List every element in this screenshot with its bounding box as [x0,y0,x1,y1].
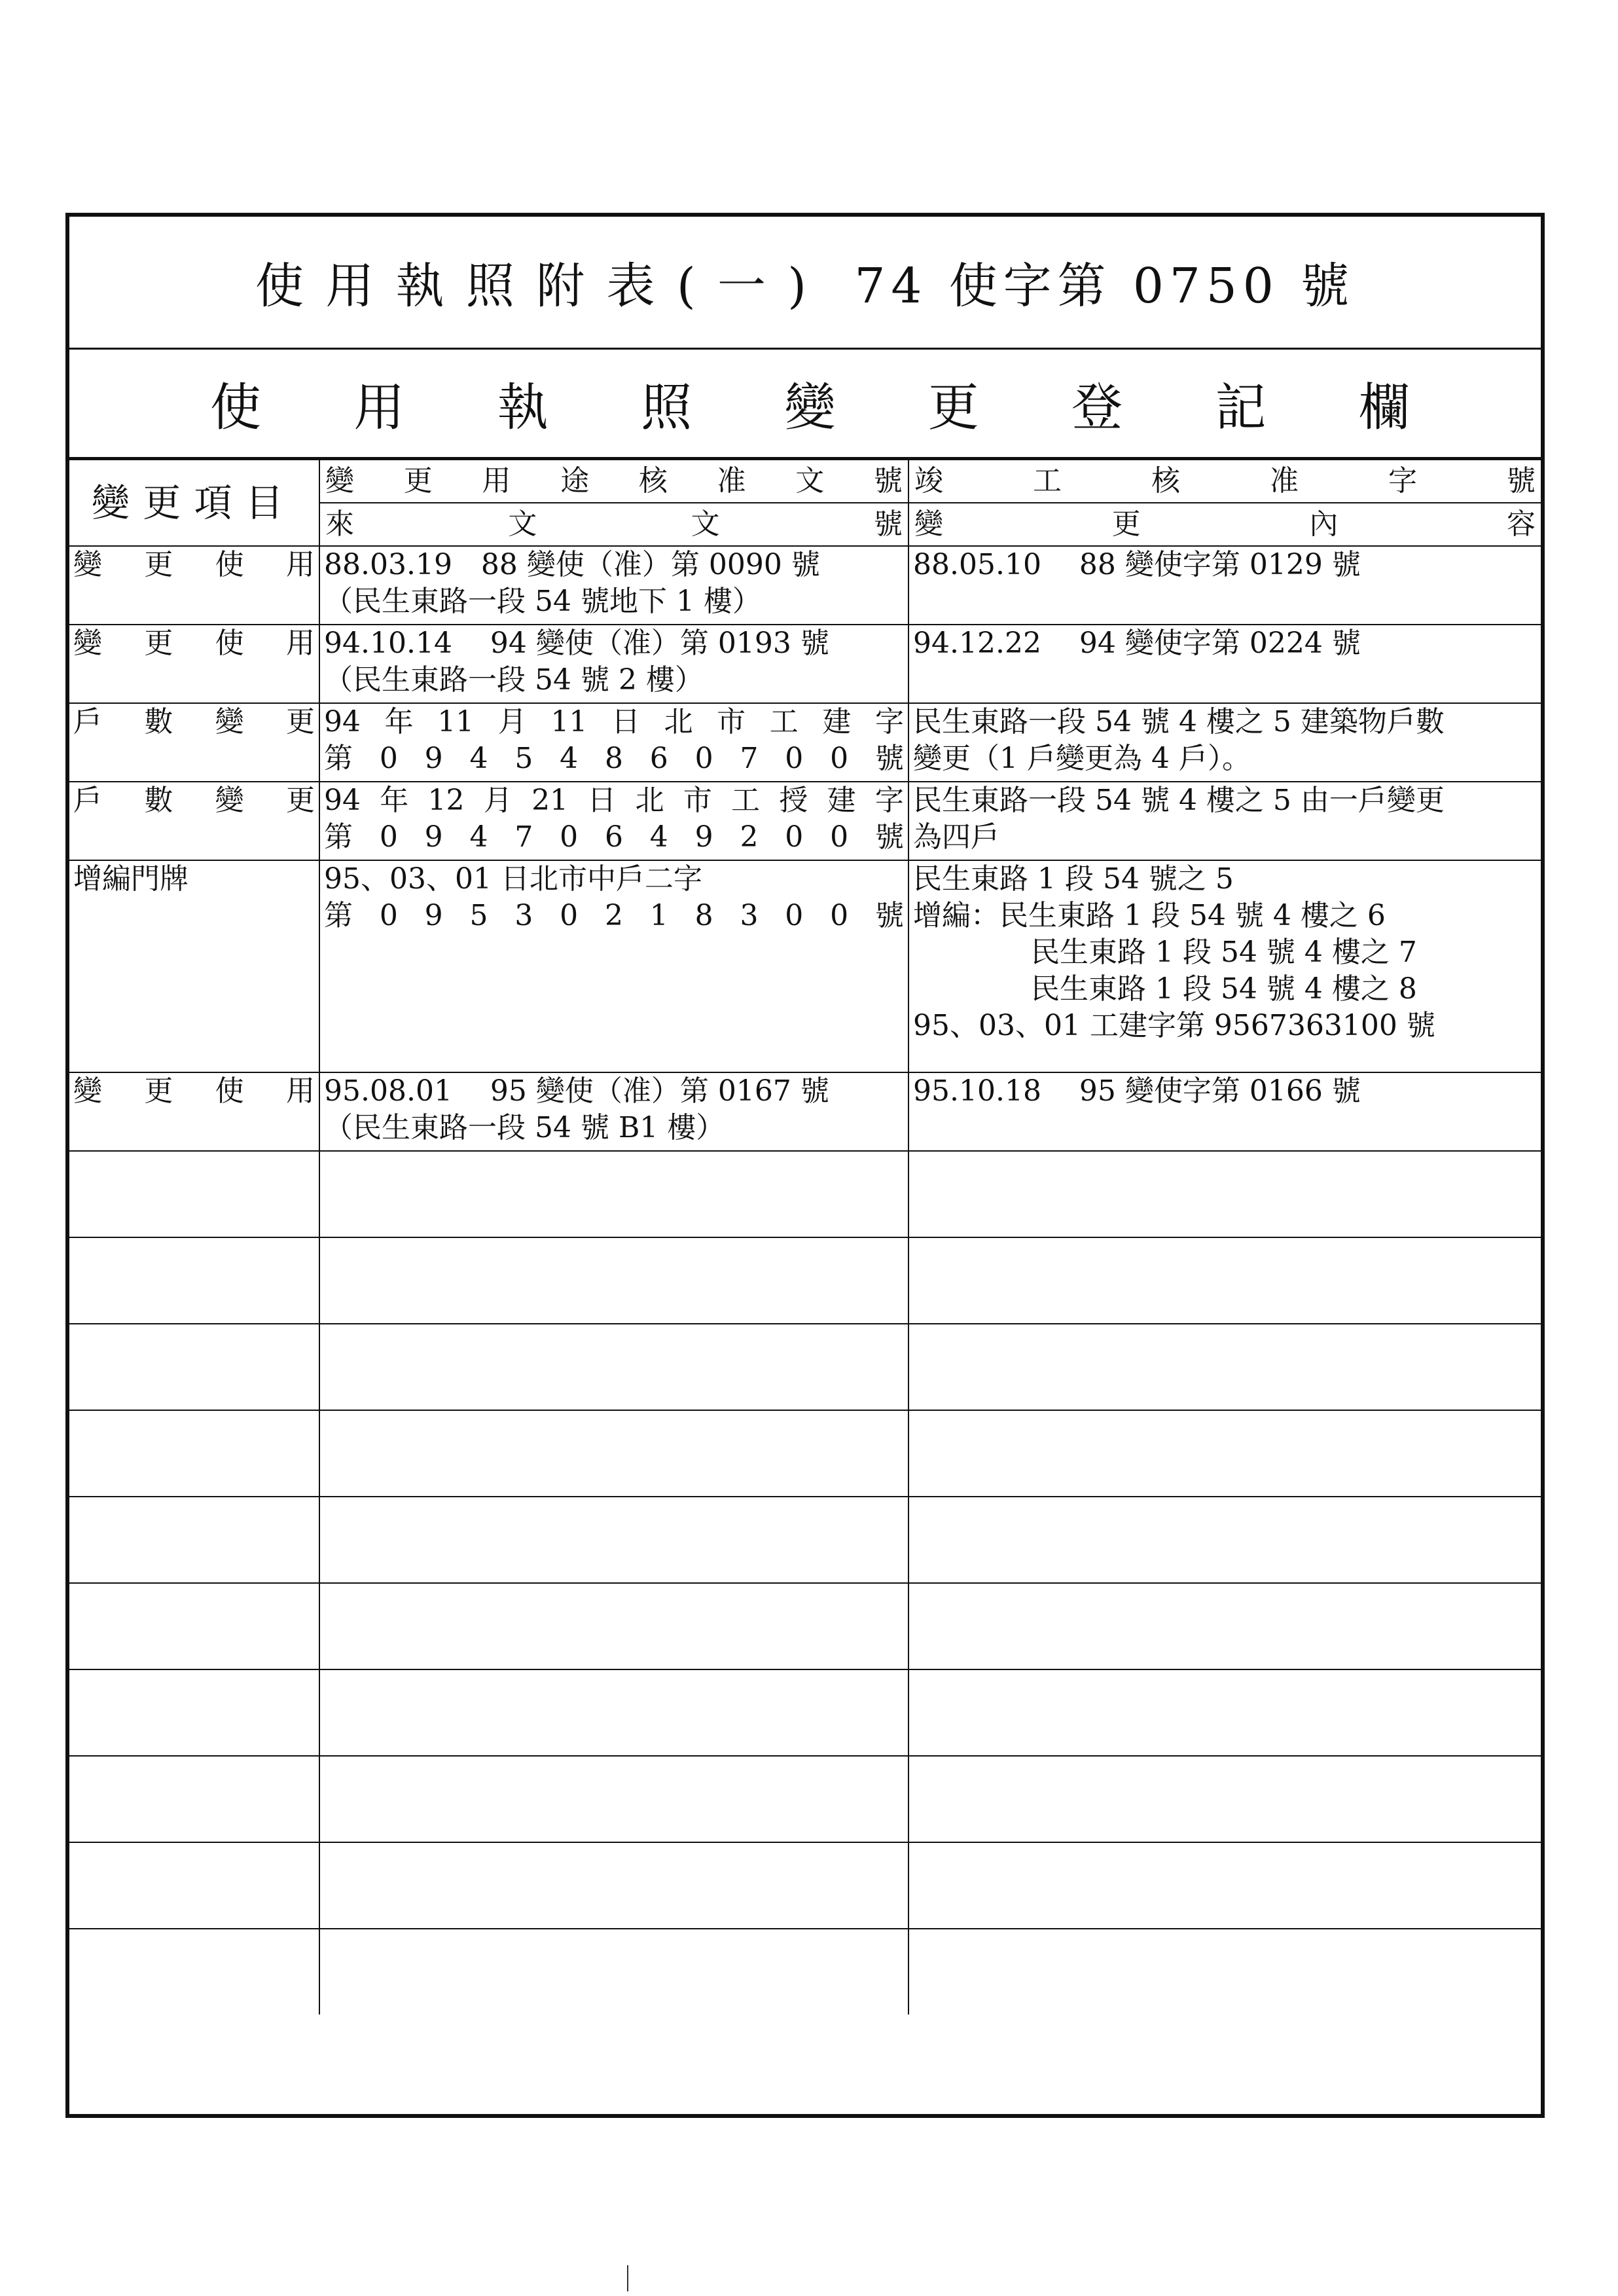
content-line: 94.12.22 94 變使字第 0224 號 [913,627,1361,660]
empty-cell [319,1929,908,2014]
document-char: 5 [514,742,533,775]
document-char: 1 [649,899,668,932]
header-char: 途 [560,464,590,498]
change-registration-table [69,459,1541,2014]
document-char: 9 [424,742,443,775]
document-char: 日 [611,705,640,738]
document-char: 號 [874,899,904,932]
table-row [69,703,1541,782]
change-item-char: 更 [285,705,315,738]
incoming-document-cell [319,860,908,1072]
change-item-label [73,782,315,819]
change-item-cell [69,625,319,703]
document-char: 11 [550,705,588,738]
empty-row [69,1237,1541,1324]
document-char: 12 [427,784,465,817]
empty-cell [319,1497,908,1583]
empty-cell [908,1842,1541,1929]
header-char: 變 [325,464,354,498]
document-line: 88.03.19 88 變使（准）第 0090 號 [324,548,820,581]
empty-cell [908,1151,1541,1237]
header-char: 竣 [914,464,943,498]
document-char: 7 [514,820,533,854]
document-char: 2 [740,820,759,854]
header-label [325,463,903,500]
change-item-char: 更 [144,627,173,660]
document-char: 建 [827,784,856,817]
empty-cell [908,1497,1541,1583]
empty-cell [69,1842,319,1929]
change-item-char: 變 [73,1074,102,1108]
header-completion-no [908,460,1541,503]
document-char: 11 [437,705,475,738]
document-line: （民生東路一段 54 號地下 1 樓） [324,585,761,618]
empty-cell [319,1324,908,1410]
change-item-char: 數 [144,705,173,738]
content-line: 民生東路 1 段 54 號之 5 [913,862,1234,896]
document-char: 0 [694,742,713,775]
document-char: 94 [324,784,361,817]
change-content-cell [908,1072,1541,1151]
document-line: 94.10.14 94 變使（准）第 0193 號 [324,627,829,660]
empty-cell [69,1237,319,1324]
header-char: 內 [1309,507,1339,541]
change-content-cell [908,703,1541,782]
header-char: 號 [1507,464,1536,498]
change-item-char: 變 [73,548,102,581]
document-char: 6 [649,742,668,775]
document-char: 號 [874,820,904,854]
empty-cell [908,1237,1541,1324]
empty-row [69,1583,1541,1669]
document-char: 9 [424,820,443,854]
document-char: 工 [769,705,799,738]
document-char: 年 [380,784,409,817]
content-line: 95、03、01 工建字第 9567363100 號 [913,1009,1435,1042]
header-row [69,460,1541,503]
content-line: 變更（1 戶變更為 4 戶）。 [913,742,1251,775]
document-line [324,782,904,819]
content-line: 增編：民生東路 1 段 54 號 4 樓之 6 [913,899,1386,932]
change-item-char: 變 [215,784,244,817]
empty-row [69,1410,1541,1497]
incoming-document-cell [319,546,908,625]
document-char: 建 [822,705,852,738]
change-item-char: 用 [285,1074,315,1108]
document-char: 年 [384,705,414,738]
subtitle-char: 更 [927,378,979,437]
document-char: 0 [830,899,849,932]
change-item-char: 更 [285,784,315,817]
header-char: 變 [914,507,943,541]
table-row [69,860,1541,1072]
document-char: 3 [514,899,533,932]
document-char: 0 [830,742,849,775]
empty-row [69,1756,1541,1842]
document-char: 9 [694,820,713,854]
empty-cell [908,1324,1541,1410]
header-change-item: 變更項目 [69,460,319,546]
header-char: 文 [795,464,825,498]
empty-row [69,1842,1541,1929]
change-item-label [73,1073,315,1110]
document-char: 市 [717,705,746,738]
empty-cell [908,1669,1541,1756]
header-char: 容 [1506,507,1536,541]
empty-row [69,1324,1541,1410]
change-item-char: 更 [144,1074,173,1108]
document-char: 6 [604,820,623,854]
document-char: 0 [379,820,398,854]
empty-cell [69,1324,319,1410]
document-char: 第 [324,820,353,854]
header-char: 准 [1270,464,1299,498]
document-line: 95、03、01 日北市中戶二字 [324,862,702,896]
empty-row [69,1929,1541,2014]
document-char: 日 [587,784,617,817]
change-item-char: 更 [144,548,173,581]
document-line [324,740,904,777]
incoming-document-cell [319,703,908,782]
change-item-char: 用 [285,548,315,581]
form-subtitle [69,350,1541,459]
subtitle-char: 記 [1215,378,1267,437]
change-item-label [73,704,315,740]
document-line: （民生東路一段 54 號 B1 樓） [324,1111,725,1144]
empty-cell [69,1583,319,1669]
page-mark [627,2265,628,2291]
empty-cell [908,1583,1541,1669]
header-char: 號 [873,507,903,541]
change-item-char: 使 [215,548,244,581]
empty-cell [319,1756,908,1842]
document-char: 21 [531,784,569,817]
subtitle-char: 執 [497,378,548,437]
document-char: 字 [874,705,904,738]
document-char: 2 [604,899,623,932]
subtitle-char: 使 [210,378,262,437]
form-title [69,217,1541,350]
table-row [69,782,1541,860]
document-char: 授 [779,784,808,817]
change-item-char: 戶 [73,705,102,738]
document-line: （民生東路一段 54 號 2 樓） [324,663,704,697]
header-char: 工 [1033,464,1062,498]
document-char: 0 [785,742,804,775]
header-char: 用 [482,464,511,498]
change-item-char: 變 [215,705,244,738]
content-line: 民生東路一段 54 號 4 樓之 5 由一戶變更 [913,784,1445,817]
document-char: 94 [324,705,361,738]
document-char: 8 [694,899,713,932]
document-char: 0 [830,820,849,854]
empty-cell [908,1410,1541,1497]
header-label [914,463,1536,500]
content-line: 為四戶 [913,820,999,854]
content-line: 民生東路一段 54 號 4 樓之 5 建築物戶數 [913,705,1445,738]
table-row [69,625,1541,703]
header-char: 字 [1388,464,1417,498]
change-item-char: 用 [285,627,315,660]
document-char: 4 [560,742,579,775]
document-char: 工 [731,784,761,817]
document-line [324,898,904,934]
change-item-char: 數 [144,784,173,817]
document-char: 第 [324,899,353,932]
document-char: 月 [497,705,527,738]
document-char: 0 [379,742,398,775]
document-char: 0 [785,820,804,854]
document-char: 5 [469,899,488,932]
change-item-char: 使 [215,627,244,660]
document-char: 0 [785,899,804,932]
change-item-char: 使 [215,1074,244,1108]
document-char: 4 [469,820,488,854]
license-number: 74 使字第 0750 號 [854,258,1355,314]
header-char: 核 [1151,464,1180,498]
header-char: 號 [873,464,903,498]
empty-row [69,1669,1541,1756]
document-char: 第 [324,742,353,775]
change-item-label [73,547,315,583]
empty-cell [908,1756,1541,1842]
subtitle-char: 登 [1071,378,1123,437]
change-content-cell [908,860,1541,1072]
change-item-cell [69,860,319,1072]
content-line: 95.10.18 95 變使字第 0166 號 [913,1074,1361,1108]
change-item-label: 增編門牌 [73,862,189,896]
document-char: 0 [379,899,398,932]
content-line: 民生東路 1 段 54 號 4 樓之 8 [1031,972,1417,1006]
change-content-cell [908,782,1541,860]
header-label [325,506,903,543]
document-line [324,704,904,740]
document-char: 8 [604,742,623,775]
document-char: 字 [874,784,904,817]
header-incoming-no [319,503,908,546]
document-char: 4 [469,742,488,775]
subtitle-char: 用 [353,378,405,437]
empty-cell [69,1756,319,1842]
empty-cell [69,1669,319,1756]
empty-cell [69,1929,319,2014]
change-item-char: 戶 [73,784,102,817]
table-row [69,1072,1541,1151]
empty-cell [319,1583,908,1669]
empty-cell [69,1410,319,1497]
change-item-label [73,625,315,662]
header-char: 文 [508,507,537,541]
document-char: 3 [740,899,759,932]
header-char: 准 [717,464,746,498]
content-line: 民生東路 1 段 54 號 4 樓之 7 [1031,936,1417,969]
header-char: 更 [403,464,433,498]
header-approval-no [319,460,908,503]
header-char: 核 [638,464,668,498]
empty-cell [319,1237,908,1324]
subtitle-char: 照 [641,378,692,437]
header-char: 文 [691,507,720,541]
empty-cell [908,1929,1541,2014]
document-char: 市 [683,784,712,817]
change-content-cell [908,546,1541,625]
table-row [69,546,1541,625]
document-char: 號 [874,742,904,775]
document-char: 0 [560,820,579,854]
empty-row [69,1497,1541,1583]
empty-cell [319,1151,908,1237]
empty-cell [319,1669,908,1756]
subtitle-char: 變 [784,378,836,437]
header-label [914,506,1536,543]
subtitle-char: 欄 [1358,378,1410,437]
empty-cell [69,1151,319,1237]
change-item-cell [69,1072,319,1151]
document-char: 北 [664,705,693,738]
document-line [324,819,904,856]
content-line: 88.05.10 88 變使字第 0129 號 [913,548,1361,581]
empty-cell [319,1410,908,1497]
change-item-cell [69,703,319,782]
document-char: 9 [424,899,443,932]
document-char: 4 [649,820,668,854]
change-item-cell [69,546,319,625]
document-char: 7 [740,742,759,775]
form-title-main: 使用執照附表(一) [255,258,829,314]
empty-cell [319,1842,908,1929]
document-char: 0 [560,899,579,932]
incoming-document-cell [319,1072,908,1151]
change-item-char: 變 [73,627,102,660]
empty-cell [69,1497,319,1583]
incoming-document-cell [319,782,908,860]
document-line: 95.08.01 95 變使（准）第 0167 號 [324,1074,829,1108]
document-char: 北 [635,784,664,817]
document-char: 月 [483,784,512,817]
change-content-cell [908,625,1541,703]
incoming-document-cell [319,625,908,703]
header-char: 來 [325,507,354,541]
registration-form-frame [65,213,1545,2118]
header-change-content [908,503,1541,546]
empty-row [69,1151,1541,1237]
change-item-cell [69,782,319,860]
header-char: 更 [1111,507,1141,541]
